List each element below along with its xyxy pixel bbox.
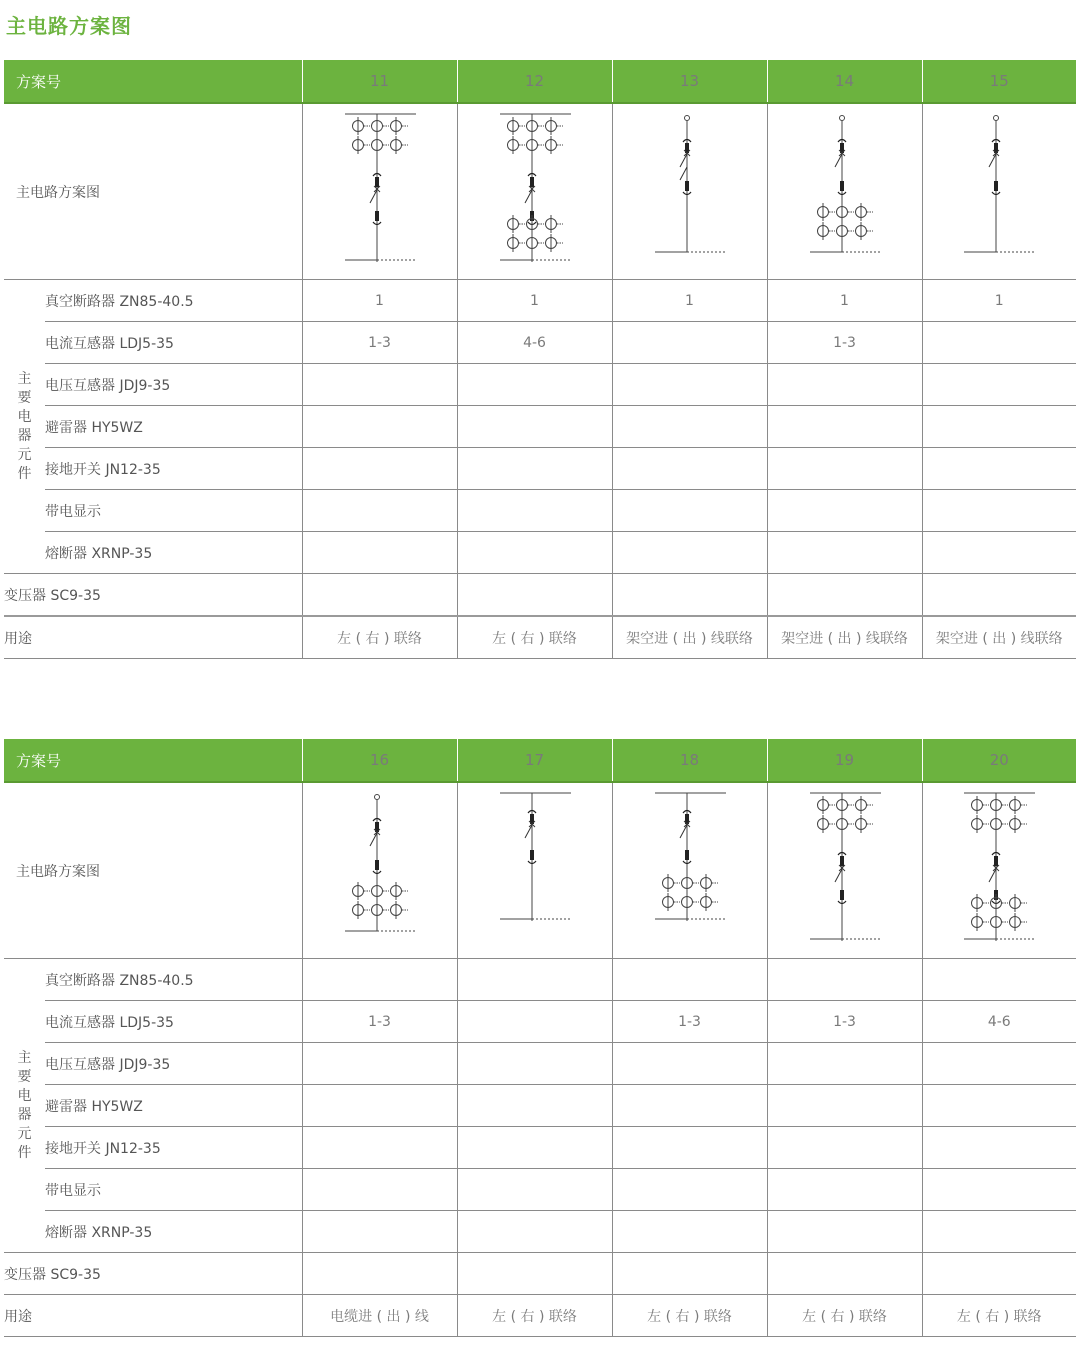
component-quantity — [767, 1211, 922, 1253]
group-label-char: 要 — [17, 389, 32, 406]
component-name: 熔断器 XRNP-35 — [45, 532, 302, 574]
component-quantity — [612, 406, 767, 448]
circuit-diagram-cell — [922, 782, 1076, 959]
component-quantity: 1 — [612, 280, 767, 322]
component-quantity — [457, 1001, 612, 1043]
usage-cell: 左 ( 右 ) 联络 — [457, 616, 612, 659]
component-name: 真空断路器 ZN85-40.5 — [45, 280, 302, 322]
transformer-quantity — [457, 1253, 612, 1295]
component-name: 真空断路器 ZN85-40.5 — [45, 959, 302, 1001]
usage-cell: 左 ( 右 ) 联络 — [922, 1295, 1076, 1337]
component-name: 避雷器 HY5WZ — [45, 1085, 302, 1127]
component-quantity — [922, 364, 1076, 406]
component-quantity — [457, 1085, 612, 1127]
main-components-group-label — [4, 280, 45, 574]
component-quantity — [302, 1127, 457, 1169]
component-quantity — [457, 1043, 612, 1085]
group-label-char: 件 — [17, 465, 32, 482]
component-name: 带电显示 — [45, 490, 302, 532]
component-quantity — [457, 448, 612, 490]
component-row — [4, 406, 1076, 448]
usage-label: 用途 — [4, 1295, 302, 1337]
scheme-number-label: 方案号 — [4, 60, 302, 103]
component-quantity — [302, 490, 457, 532]
component-row — [4, 1169, 1076, 1211]
scheme-number-cell: 19 — [767, 739, 922, 782]
component-row — [4, 532, 1076, 574]
scheme-number-cell: 14 — [767, 60, 922, 103]
component-quantity — [922, 490, 1076, 532]
circuit-diagram-cell — [767, 782, 922, 959]
component-row — [4, 1085, 1076, 1127]
component-name: 接地开关 JN12-35 — [45, 448, 302, 490]
current-transformer-symbol — [972, 796, 1028, 833]
group-label-char: 元 — [17, 446, 32, 463]
component-quantity — [767, 448, 922, 490]
group-label-char: 器 — [17, 1106, 32, 1123]
breaker-symbol — [525, 186, 535, 203]
component-quantity — [302, 448, 457, 490]
usage-cell: 架空进 ( 出 ) 线联络 — [767, 616, 922, 659]
scheme-number-row — [4, 739, 1076, 782]
circuit-diagram — [959, 791, 1039, 951]
usage-cell: 电缆进 ( 出 ) 线 — [302, 1295, 457, 1337]
transformer-row — [4, 1253, 1076, 1295]
usage-row — [4, 1295, 1076, 1337]
scheme-number-cell: 13 — [612, 60, 767, 103]
circuit-diagram-cell — [457, 103, 612, 280]
usage-cell: 左 ( 右 ) 联络 — [302, 616, 457, 659]
component-name: 避雷器 HY5WZ — [45, 406, 302, 448]
transformer-row — [4, 574, 1076, 617]
component-row — [4, 1001, 1076, 1043]
component-quantity — [922, 959, 1076, 1001]
usage-row — [4, 616, 1076, 659]
component-quantity — [457, 1127, 612, 1169]
component-row — [4, 1211, 1076, 1253]
component-quantity — [767, 406, 922, 448]
component-quantity — [612, 364, 767, 406]
component-quantity — [302, 406, 457, 448]
current-transformer-symbol — [352, 882, 408, 919]
diagram-row — [4, 103, 1076, 280]
transformer-quantity — [767, 574, 922, 617]
component-quantity: 1-3 — [302, 322, 457, 364]
component-quantity — [612, 490, 767, 532]
component-quantity — [612, 1169, 767, 1211]
group-label-char: 主 — [17, 1049, 32, 1066]
component-quantity — [612, 959, 767, 1001]
component-quantity — [767, 1169, 922, 1211]
component-quantity — [457, 532, 612, 574]
component-quantity — [302, 1085, 457, 1127]
component-name: 带电显示 — [45, 1169, 302, 1211]
circuit-diagram — [340, 791, 420, 951]
isolator-symbol — [680, 167, 687, 180]
breaker-symbol — [989, 865, 999, 882]
component-quantity — [612, 322, 767, 364]
transformer-quantity — [612, 574, 767, 617]
component-quantity — [767, 1085, 922, 1127]
component-quantity — [302, 1169, 457, 1211]
component-quantity — [612, 448, 767, 490]
circuit-diagram-cell — [922, 103, 1076, 280]
transformer-label: 变压器 SC9-35 — [4, 574, 302, 617]
component-quantity — [922, 448, 1076, 490]
component-quantity — [457, 490, 612, 532]
component-row — [4, 490, 1076, 532]
diagram-row-label: 主电路方案图 — [4, 103, 302, 280]
component-name: 接地开关 JN12-35 — [45, 1127, 302, 1169]
current-transformer-symbol — [507, 215, 563, 252]
component-quantity — [922, 1043, 1076, 1085]
transformer-quantity — [612, 1253, 767, 1295]
component-quantity — [922, 1211, 1076, 1253]
usage-cell: 左 ( 右 ) 联络 — [612, 1295, 767, 1337]
main-components-group-label — [4, 959, 45, 1253]
circuit-diagram — [650, 791, 730, 951]
current-transformer-symbol — [817, 796, 873, 833]
current-transformer-symbol — [972, 894, 1028, 931]
transformer-quantity — [922, 1253, 1076, 1295]
component-quantity: 1 — [767, 280, 922, 322]
component-quantity — [767, 490, 922, 532]
component-quantity — [767, 532, 922, 574]
component-row — [4, 1127, 1076, 1169]
component-quantity — [612, 532, 767, 574]
scheme-number-label: 方案号 — [4, 739, 302, 782]
circuit-diagram — [495, 112, 575, 272]
circuit-diagram — [650, 112, 730, 272]
breaker-symbol — [370, 186, 380, 203]
circuit-diagram-cell — [302, 103, 457, 280]
usage-cell: 左 ( 右 ) 联络 — [767, 1295, 922, 1337]
transformer-label: 变压器 SC9-35 — [4, 1253, 302, 1295]
group-label-char: 电 — [17, 408, 32, 425]
current-transformer-symbol — [662, 874, 718, 911]
scheme-number-cell: 15 — [922, 60, 1076, 103]
usage-label: 用途 — [4, 616, 302, 659]
component-row — [4, 959, 1076, 1001]
component-quantity: 1 — [302, 280, 457, 322]
group-label-char: 主 — [17, 370, 32, 387]
transformer-quantity — [302, 1253, 457, 1295]
component-quantity — [767, 1127, 922, 1169]
usage-cell: 架空进 ( 出 ) 线联络 — [922, 616, 1076, 659]
circuit-diagram — [495, 791, 575, 951]
scheme-table-2 — [4, 739, 1076, 1337]
component-quantity — [767, 364, 922, 406]
component-name: 电压互感器 JDJ9-35 — [45, 1043, 302, 1085]
component-quantity — [922, 406, 1076, 448]
component-quantity — [457, 1211, 612, 1253]
component-quantity — [612, 1085, 767, 1127]
component-quantity — [612, 1211, 767, 1253]
transformer-quantity — [302, 574, 457, 617]
diagram-row — [4, 782, 1076, 959]
scheme-number-cell: 16 — [302, 739, 457, 782]
component-quantity — [457, 364, 612, 406]
component-row — [4, 1043, 1076, 1085]
transformer-quantity — [457, 574, 612, 617]
current-transformer-symbol — [507, 117, 563, 154]
component-row — [4, 322, 1076, 364]
component-quantity: 1 — [922, 280, 1076, 322]
component-name: 电流互感器 LDJ5-35 — [45, 1001, 302, 1043]
component-name: 电流互感器 LDJ5-35 — [45, 322, 302, 364]
group-label-char: 件 — [17, 1144, 32, 1161]
circuit-diagram — [340, 112, 420, 272]
scheme-number-cell: 18 — [612, 739, 767, 782]
component-quantity — [612, 1127, 767, 1169]
component-quantity — [457, 1169, 612, 1211]
component-quantity: 1-3 — [767, 322, 922, 364]
component-quantity — [922, 1127, 1076, 1169]
component-quantity — [922, 1085, 1076, 1127]
component-quantity — [767, 959, 922, 1001]
circuit-diagram-cell — [302, 782, 457, 959]
scheme-number-cell: 17 — [457, 739, 612, 782]
scheme-number-cell: 11 — [302, 60, 457, 103]
group-label-char: 器 — [17, 427, 32, 444]
group-label-char: 元 — [17, 1125, 32, 1142]
transformer-quantity — [767, 1253, 922, 1295]
component-quantity — [922, 1169, 1076, 1211]
component-quantity — [767, 1043, 922, 1085]
circuit-diagram-cell — [457, 782, 612, 959]
current-transformer-symbol — [352, 117, 408, 154]
circuit-diagram — [805, 791, 885, 951]
page-title: 主电路方案图 — [6, 14, 132, 38]
circuit-diagram — [959, 112, 1039, 272]
scheme-number-cell: 12 — [457, 60, 612, 103]
component-quantity — [457, 406, 612, 448]
diagram-row-label: 主电路方案图 — [4, 782, 302, 959]
component-quantity — [922, 532, 1076, 574]
circuit-diagram-cell — [612, 782, 767, 959]
usage-cell: 左 ( 右 ) 联络 — [457, 1295, 612, 1337]
component-quantity: 4-6 — [922, 1001, 1076, 1043]
current-transformer-symbol — [817, 203, 873, 240]
breaker-symbol — [835, 865, 845, 882]
group-label-char: 电 — [17, 1087, 32, 1104]
component-name: 电压互感器 JDJ9-35 — [45, 364, 302, 406]
scheme-number-row — [4, 60, 1076, 103]
component-quantity — [922, 322, 1076, 364]
component-quantity — [302, 959, 457, 1001]
component-row — [4, 364, 1076, 406]
component-quantity: 1-3 — [612, 1001, 767, 1043]
component-quantity — [302, 364, 457, 406]
component-quantity: 1 — [457, 280, 612, 322]
circuit-diagram-cell — [612, 103, 767, 280]
component-row — [4, 448, 1076, 490]
component-quantity — [457, 959, 612, 1001]
component-row — [4, 280, 1076, 322]
component-quantity: 1-3 — [302, 1001, 457, 1043]
usage-cell: 架空进 ( 出 ) 线联络 — [612, 616, 767, 659]
circuit-diagram-cell — [767, 103, 922, 280]
component-quantity — [302, 1211, 457, 1253]
component-quantity — [302, 532, 457, 574]
component-quantity — [302, 1043, 457, 1085]
group-label-char: 要 — [17, 1068, 32, 1085]
component-quantity: 4-6 — [457, 322, 612, 364]
circuit-diagram — [805, 112, 885, 272]
transformer-quantity — [922, 574, 1076, 617]
component-name: 熔断器 XRNP-35 — [45, 1211, 302, 1253]
component-quantity — [612, 1043, 767, 1085]
scheme-number-cell: 20 — [922, 739, 1076, 782]
scheme-table-1 — [4, 60, 1076, 659]
component-quantity: 1-3 — [767, 1001, 922, 1043]
